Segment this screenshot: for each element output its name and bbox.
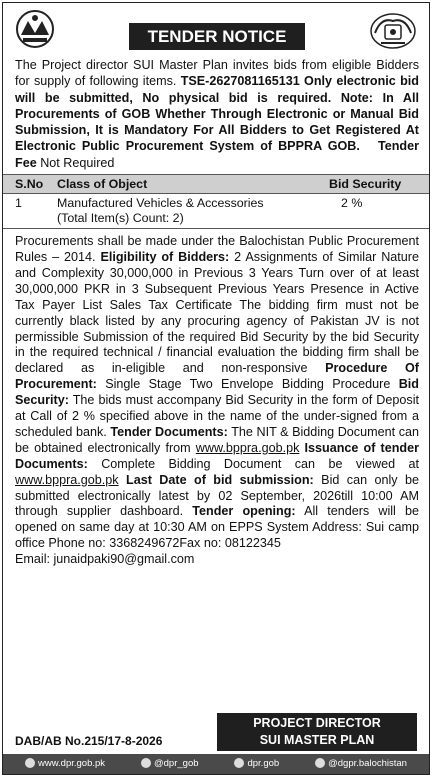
tse-notice: TSE-2627081165131 Only electronic bid will be submitted, No physical bid is required. Note: In All Procurements of GOB Whether Through Electronic or Manual Bid Submission, It is Mandatory For All Bidders to Get Registered At Electronic Public Procurement System of BPPRA GOB. [15, 74, 419, 154]
bid-security-heading: Bid Security: [15, 377, 419, 408]
header-class-of-object: Class of Object [53, 175, 325, 194]
last-date-heading: Last Date of bid submission: [118, 472, 314, 487]
balochistan-emblem-icon [367, 11, 419, 51]
tender-opening-text: All tenders will be opened on same day at 10:30 AM on EPPS System Address: Sui camp office Phone no: 3368249672Fax no: 08122345 [15, 504, 419, 551]
row-object-name: Manufactured Vehicles & Accessories [57, 196, 264, 211]
procedure-heading: Procedure Of Procurement: [15, 361, 420, 392]
items-table [3, 174, 429, 228]
header-bid-security: Bid Security [325, 175, 429, 194]
row-object [53, 194, 325, 229]
last-date-text: Bid can only be submitted electronically latest by 02 September, 2026till 10:00 AM through supplier dashboard. [15, 472, 419, 519]
contact-email: Email: junaidpaki90@gmail.com [15, 552, 195, 567]
facebook-link[interactable]: dpr.gob [234, 754, 279, 774]
website-link[interactable]: www.dpr.gob.pk [25, 754, 105, 774]
twitter-link[interactable]: @dpr_gob [141, 754, 199, 774]
row-sno: 1 [15, 196, 22, 211]
signatory-title: PROJECT DIRECTOR [253, 716, 381, 730]
tender-notice-page [2, 2, 430, 775]
bppra-link-2[interactable]: www.bppra.gob.pk [15, 472, 119, 487]
social-bar [3, 754, 429, 774]
instagram-icon [315, 758, 325, 768]
intro-paragraph [3, 51, 429, 171]
instagram-link[interactable]: @dgpr.balochistan [315, 754, 407, 774]
procedure-text: Single Stage Two Envelope Bidding Procedure [96, 377, 399, 392]
facebook-icon [234, 758, 244, 768]
tender-opening-heading: Tender opening: [192, 504, 296, 519]
issuance-text: Complete Bidding Document can be viewed at [87, 456, 419, 471]
eligibility-heading: Eligibility of Bidders: [100, 249, 230, 264]
header-sno: S.No [3, 175, 53, 194]
globe-icon [25, 758, 35, 768]
tender-fee-value: Not Required [40, 155, 115, 170]
government-emblem-icon [11, 9, 59, 49]
bppra-link[interactable]: www.bppra.gob.pk [195, 440, 300, 455]
tender-details [3, 228, 429, 568]
header [3, 3, 429, 51]
reference-number: DAB/AB No.215/17-8-2026 [15, 734, 163, 748]
table-header-row [3, 175, 429, 194]
footer [3, 713, 429, 751]
tender-documents-heading: Tender Documents: [110, 424, 228, 439]
issuance-heading: Issuance of tender Documents: [15, 440, 419, 471]
row-security: 2 % [341, 196, 363, 211]
procurement-rules-text: Procurements shall be made under the Balochistan Public Procurement Rules – 2014. [15, 234, 419, 264]
tender-documents-text: The NIT & Bidding Document can be obtained electronically from [15, 424, 419, 455]
row-item-count: (Total Item(s) Count: 2) [57, 211, 184, 226]
table-row [3, 194, 429, 229]
bid-security-text: The bids must accompany Bid Security in the form of Deposit at Call of 2 % specified above in the name of the under-signed from a scheduled bank. [15, 393, 419, 439]
intro-text: The Project director SUI Master Plan invites bids from eligible Bidders for supply of following items. [15, 58, 419, 89]
eligibility-text: 2 Assignments of Similar Nature and Complexity 30,000,000 in Previous 3 Years Turn over of at least 30,000,000 PKR in 3 Subsequent Previous Years Presence in Active Tax Payer List Sales Tax Certificate The bidding firm must not be currently black listed by any procuring agency of Pakistan JV is not permissible Submission of the required Bid Security by the bid Security in the required technical / financial evaluation the bidding firm shall be declared as in-eligible and non-responsive [15, 249, 420, 376]
signatory-box [217, 713, 417, 751]
page-title: TENDER NOTICE [129, 23, 305, 50]
signatory-office: SUI MASTER PLAN [259, 733, 375, 747]
tender-fee-label: Tender Fee [15, 139, 419, 170]
twitter-icon [141, 758, 151, 768]
